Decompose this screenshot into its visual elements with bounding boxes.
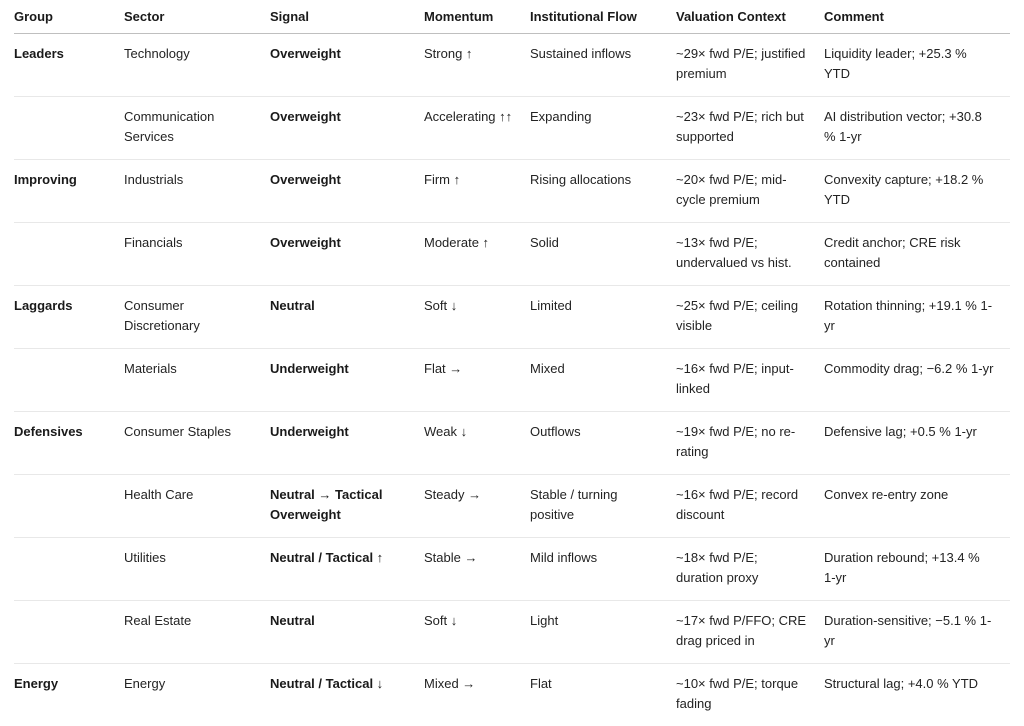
cell-sector: Materials	[124, 349, 270, 412]
cell-sector: Technology	[124, 34, 270, 97]
cell-signal: Overweight	[270, 223, 424, 286]
cell-sector: Real Estate	[124, 601, 270, 664]
cell-institutional-flow: Solid	[530, 223, 676, 286]
cell-signal: Neutral / Tactical ↓	[270, 664, 424, 726]
cell-institutional-flow: Mixed	[530, 349, 676, 412]
cell-comment: Commodity drag; −6.2 % 1-yr	[824, 349, 1010, 412]
cell-valuation-context: ~19× fwd P/E; no re-rating	[676, 412, 824, 475]
table-row	[14, 160, 1010, 223]
cell-comment: Duration rebound; +13.4 % 1-yr	[824, 538, 1010, 601]
cell-institutional-flow: Sustained inflows	[530, 34, 676, 97]
cell-valuation-context: ~16× fwd P/E; record discount	[676, 475, 824, 538]
column-header-comment: Comment	[824, 0, 1010, 34]
cell-signal: Neutral	[270, 601, 424, 664]
cell-momentum: Stable →	[424, 538, 530, 601]
cell-signal: Neutral	[270, 286, 424, 349]
cell-sector: Consumer Discretionary	[124, 286, 270, 349]
cell-momentum: Flat →	[424, 349, 530, 412]
table-row	[14, 538, 1010, 601]
column-header-signal: Signal	[270, 0, 424, 34]
cell-group: Defensives	[14, 412, 124, 475]
table-row	[14, 349, 1010, 412]
cell-group	[14, 349, 124, 412]
cell-signal: Overweight	[270, 160, 424, 223]
cell-group	[14, 97, 124, 160]
cell-valuation-context: ~23× fwd P/E; rich but supported	[676, 97, 824, 160]
cell-group	[14, 475, 124, 538]
cell-institutional-flow: Stable / turning positive	[530, 475, 676, 538]
column-header-institutional-flow: Institutional Flow	[530, 0, 676, 34]
cell-momentum: Soft ↓	[424, 286, 530, 349]
cell-comment: Convexity capture; +18.2 % YTD	[824, 160, 1010, 223]
cell-sector: Health Care	[124, 475, 270, 538]
cell-institutional-flow: Outflows	[530, 412, 676, 475]
cell-sector: Utilities	[124, 538, 270, 601]
cell-group: Energy	[14, 664, 124, 726]
column-header-sector: Sector	[124, 0, 270, 34]
cell-signal: Neutral / Tactical ↑	[270, 538, 424, 601]
table-row	[14, 223, 1010, 286]
cell-valuation-context: ~20× fwd P/E; mid-cycle premium	[676, 160, 824, 223]
cell-momentum: Accelerating ↑↑	[424, 97, 530, 160]
table-row	[14, 475, 1010, 538]
cell-comment: AI distribution vector; +30.8 % 1-yr	[824, 97, 1010, 160]
cell-comment: Duration-sensitive; −5.1 % 1-yr	[824, 601, 1010, 664]
cell-institutional-flow: Light	[530, 601, 676, 664]
cell-sector: Communication Services	[124, 97, 270, 160]
column-header-momentum: Momentum	[424, 0, 530, 34]
cell-institutional-flow: Flat	[530, 664, 676, 726]
table-row	[14, 34, 1010, 97]
header-row	[14, 0, 1010, 34]
cell-signal: Underweight	[270, 412, 424, 475]
cell-signal: Overweight	[270, 34, 424, 97]
column-header-valuation-context: Valuation Context	[676, 0, 824, 34]
cell-momentum: Mixed →	[424, 664, 530, 726]
table-row	[14, 664, 1010, 726]
sector-rotation-table	[14, 0, 1010, 726]
cell-sector: Financials	[124, 223, 270, 286]
cell-institutional-flow: Expanding	[530, 97, 676, 160]
table-row	[14, 97, 1010, 160]
cell-valuation-context: ~25× fwd P/E; ceiling visible	[676, 286, 824, 349]
cell-comment: Liquidity leader; +25.3 % YTD	[824, 34, 1010, 97]
cell-comment: Defensive lag; +0.5 % 1-yr	[824, 412, 1010, 475]
cell-valuation-context: ~13× fwd P/E; undervalued vs hist.	[676, 223, 824, 286]
cell-valuation-context: ~17× fwd P/FFO; CRE drag priced in	[676, 601, 824, 664]
cell-sector: Energy	[124, 664, 270, 726]
cell-group: Improving	[14, 160, 124, 223]
cell-comment: Structural lag; +4.0 % YTD	[824, 664, 1010, 726]
cell-signal: Overweight	[270, 97, 424, 160]
cell-signal: Underweight	[270, 349, 424, 412]
cell-institutional-flow: Rising allocations	[530, 160, 676, 223]
cell-valuation-context: ~18× fwd P/E; duration proxy	[676, 538, 824, 601]
cell-signal: Neutral → Tactical Overweight	[270, 475, 424, 538]
cell-momentum: Firm ↑	[424, 160, 530, 223]
cell-comment: Credit anchor; CRE risk contained	[824, 223, 1010, 286]
cell-group	[14, 538, 124, 601]
cell-comment: Rotation thinning; +19.1 % 1-yr	[824, 286, 1010, 349]
cell-sector: Industrials	[124, 160, 270, 223]
cell-momentum: Strong ↑	[424, 34, 530, 97]
cell-momentum: Weak ↓	[424, 412, 530, 475]
cell-valuation-context: ~16× fwd P/E; input-linked	[676, 349, 824, 412]
column-header-group: Group	[14, 0, 124, 34]
cell-comment: Convex re-entry zone	[824, 475, 1010, 538]
table-row	[14, 286, 1010, 349]
cell-group: Leaders	[14, 34, 124, 97]
cell-institutional-flow: Limited	[530, 286, 676, 349]
cell-group	[14, 601, 124, 664]
table-row	[14, 412, 1010, 475]
cell-institutional-flow: Mild inflows	[530, 538, 676, 601]
cell-valuation-context: ~29× fwd P/E; justified premium	[676, 34, 824, 97]
cell-momentum: Steady →	[424, 475, 530, 538]
table-row	[14, 601, 1010, 664]
cell-group: Laggards	[14, 286, 124, 349]
cell-group	[14, 223, 124, 286]
cell-momentum: Soft ↓	[424, 601, 530, 664]
cell-momentum: Moderate ↑	[424, 223, 530, 286]
cell-sector: Consumer Staples	[124, 412, 270, 475]
cell-valuation-context: ~10× fwd P/E; torque fading	[676, 664, 824, 726]
